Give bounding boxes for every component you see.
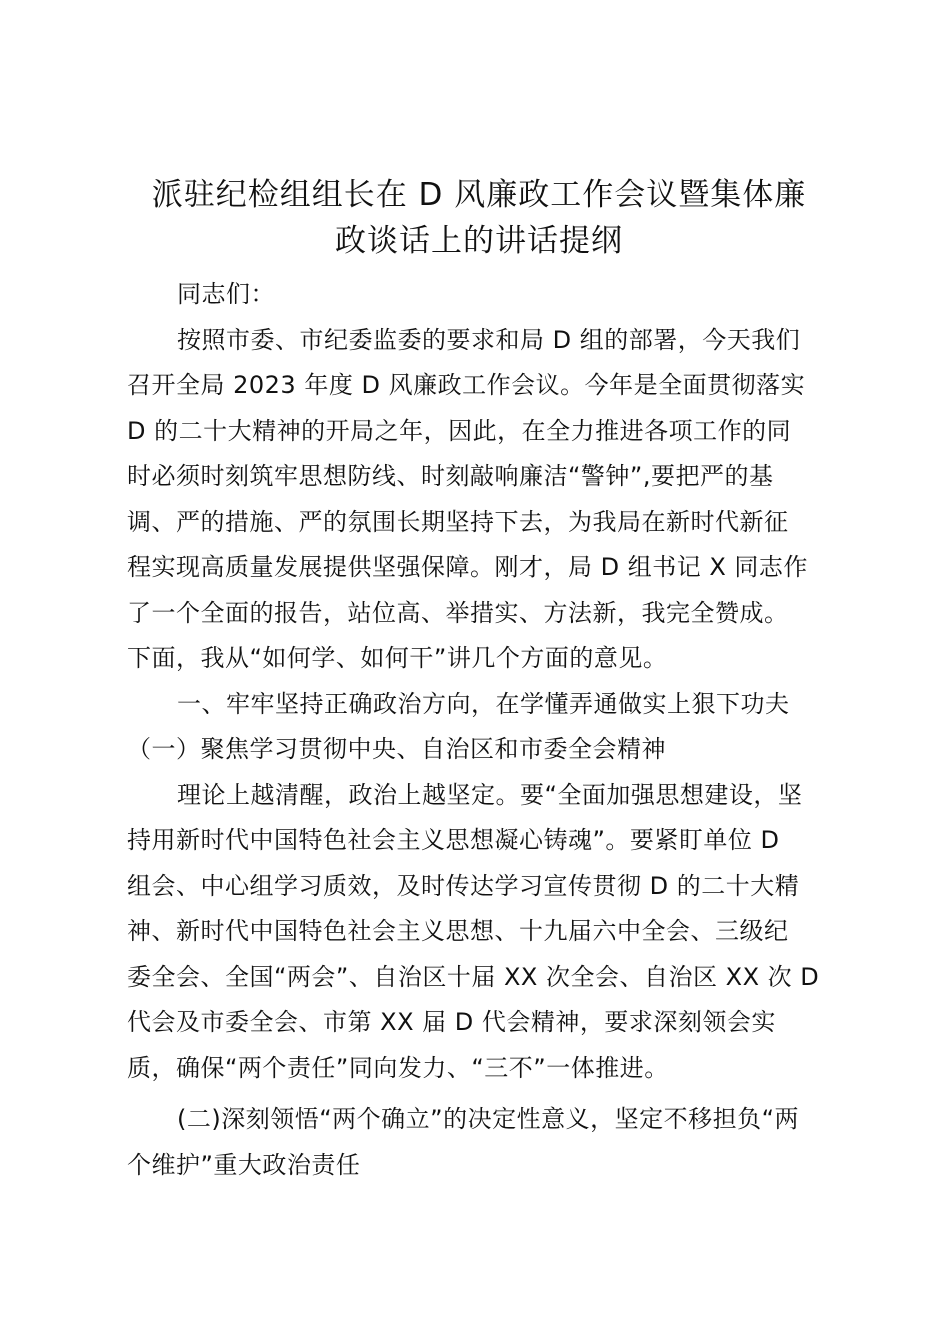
document-page bbox=[127, 172, 831, 1188]
text-line: 组会、中心组学习质效，及时传达学习宣传贯彻 D 的二十大精 bbox=[127, 871, 800, 900]
text-line: 质，确保“两个责任”同向发力、“三不”一体推进。 bbox=[127, 1053, 669, 1082]
text-line: 程实现高质量发展提供坚强保障。刚才，局 D 组书记 X 同志作 bbox=[127, 553, 808, 581]
text-line: 按照市委、市纪委监委的要求和局 D 组的部署，今天我们 bbox=[177, 325, 801, 354]
text-line: 时必须时刻筑牢思想防线、时刻敲响廉洁“警钟”,要把严的基 bbox=[127, 462, 774, 490]
text-line: 理论上越清醒，政治上越坚定。要“全面加强思想建设，坚 bbox=[177, 780, 803, 809]
text-line: 个维护”重大政治责任 bbox=[127, 1150, 361, 1179]
subsection-heading-one bbox=[127, 727, 831, 773]
document-title bbox=[127, 172, 831, 264]
text-line: 一、牢牢坚持正确政治方向，在学懂弄通做实上狠下功夫 bbox=[177, 689, 790, 718]
title-line: 派驻纪检组组长在 D 风廉政工作会议暨集体廉 bbox=[151, 177, 807, 213]
subsection-heading-two bbox=[127, 1097, 831, 1188]
theory-paragraph bbox=[127, 773, 831, 1092]
section-heading-one bbox=[127, 682, 831, 728]
text-line: 下面，我从“如何学、如何干”讲几个方面的意见。 bbox=[127, 644, 668, 672]
text-line: D 的二十大精神的开局之年，因此，在全力推进各项工作的同 bbox=[127, 416, 792, 445]
text-line: 持用新时代中国特色社会主义思想凝心铸魂”。要紧盯单位 D bbox=[127, 826, 780, 854]
text-line: 召开全局 2023 年度 D 风廉政工作会议。今年是全面贯彻落实 bbox=[127, 371, 806, 399]
text-line: 神、新时代中国特色社会主义思想、十九届六中全会、三级纪 bbox=[127, 917, 789, 945]
text-line: 调、严的措施、严的氛围长期坚持下去，为我局在新时代新征 bbox=[127, 507, 789, 536]
title-line: 政谈话上的讲话提纲 bbox=[335, 223, 623, 259]
text-line: 同志们： bbox=[177, 280, 275, 308]
text-line: (二)深刻领悟“两个确立”的决定性意义，坚定不移担负“两 bbox=[177, 1105, 800, 1133]
salutation bbox=[127, 272, 831, 318]
text-line: 委全会、全国“两会”、自治区十届 XX 次全会、自治区 XX 次 D bbox=[127, 962, 820, 991]
text-line: 了一个全面的报告，站位高、举措实、方法新，我完全赞成。 bbox=[127, 598, 789, 627]
text-line: 代会及市委全会、市第 XX 届 D 代会精神，要求深刻领会实 bbox=[127, 1008, 776, 1036]
text-line: （一）聚焦学习贯彻中央、自治区和市委全会精神 bbox=[127, 735, 666, 763]
document-body bbox=[127, 272, 831, 1188]
intro-paragraph bbox=[127, 318, 831, 682]
